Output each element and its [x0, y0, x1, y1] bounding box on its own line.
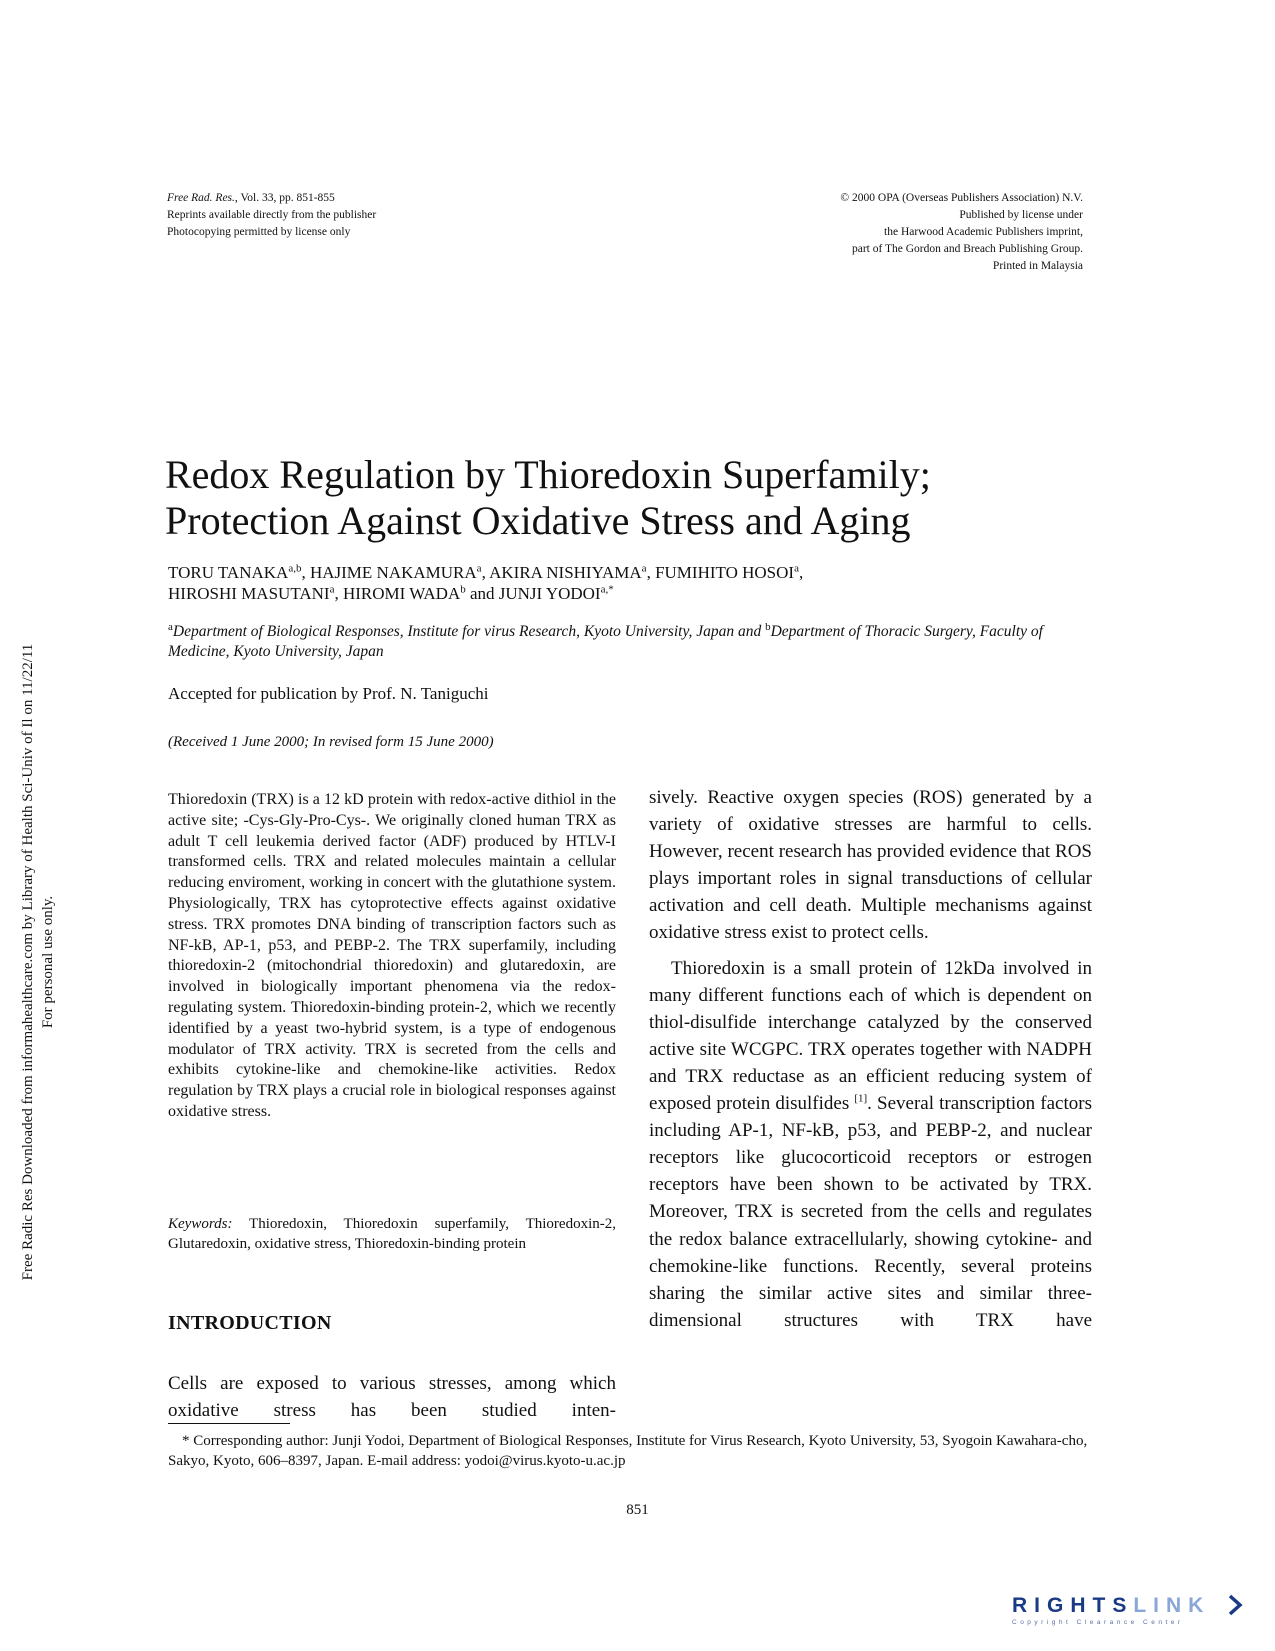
author-name: , FUMIHITO HOSOI: [646, 563, 795, 582]
journal-header-left: [167, 190, 376, 241]
rightslink-tagline: Copyright Clearance Center: [1012, 1619, 1184, 1626]
corresponding-author-footnote: * Corresponding author: Junji Yodoi, Department of Biological Responses, Institute for Virus Research, Kyoto University, 53, Syogoin Kawahara-cho, Sakyo, Kyoto, 606–8397, Japan. E-mail address: yodoi@virus.kyoto-u.ac.jp: [168, 1433, 1088, 1469]
journal-name: Free Rad. Res.: [167, 192, 235, 204]
copyright-line: © 2000 OPA (Overseas Publishers Association) N.V.: [840, 192, 1083, 204]
author-affil-sup: a: [476, 562, 482, 575]
author-name: , HIROMI WADA: [334, 584, 461, 603]
author-line2: [168, 583, 803, 604]
section-heading-introduction: INTRODUCTION: [168, 1312, 332, 1334]
imprint-line: the Harwood Academic Publishers imprint,: [884, 226, 1083, 238]
author-line1: [168, 562, 803, 583]
author-name: , HAJIME NAKAMURA: [301, 563, 477, 582]
printed-line: Printed in Malaysia: [992, 260, 1083, 272]
article-title-line1: Redox Regulation by Thioredoxin Superfamily;: [165, 452, 931, 497]
author-affil-sup: a: [329, 583, 335, 596]
download-watermark-line1: Free Radic Res Downloaded from informahealthcare.com by Library of Health Sci-Univ of Il on 11/22/11: [20, 643, 36, 1281]
author-affil-sup: a,b: [288, 562, 302, 575]
affiliation: [168, 622, 1108, 662]
intro-paragraph-left: Cells are exposed to various stresses, among which oxidative stress has been studied inten-: [168, 1373, 616, 1421]
author-name: HIROSHI MASUTANI: [168, 584, 330, 603]
rightslink-wordmark: [1012, 1594, 1248, 1618]
reprints-note: Reprints available directly from the publisher: [167, 209, 377, 221]
author-name: and JUNJI YODOI: [465, 584, 601, 603]
journal-volume: , Vol. 33, pp. 851-855: [234, 192, 335, 204]
received-dates: (Received 1 June 2000; In revised form 15 June 2000): [168, 734, 494, 750]
rightslink-arrow-icon: [1226, 1594, 1248, 1616]
article-title: [165, 452, 931, 544]
photocopying-note: Photocopying permitted by license only: [167, 226, 351, 238]
author-affil-sup: a,*: [600, 583, 614, 596]
author-list: [168, 562, 803, 604]
affiliation-sup-b: b: [765, 620, 771, 633]
author-affil-sup: a: [794, 562, 799, 575]
keywords-label: Keywords:: [168, 1216, 233, 1232]
rightslink-word-rights: RIGHTS: [1012, 1594, 1134, 1617]
right-column: [649, 784, 1092, 1334]
article-title-line2: Protection Against Oxidative Stress and Aging: [165, 498, 911, 543]
page-number: 851: [626, 1502, 649, 1518]
group-line: part of The Gordon and Breach Publishing Group.: [851, 243, 1083, 255]
rightslink-logo: [1012, 1594, 1248, 1628]
author-affil-sup: b: [460, 583, 466, 596]
affiliation-sup-a: a: [168, 620, 173, 633]
license-line: Published by license under: [959, 209, 1083, 221]
accepted-note: Accepted for publication by Prof. N. Taniguchi: [168, 684, 489, 703]
journal-citation: [167, 190, 376, 207]
author-name: TORU TANAKA: [168, 563, 289, 582]
abstract: Thioredoxin (TRX) is a 12 kD protein with redox-active dithiol in the active site; -Cys-Gly-Pro-Cys-. We originally cloned human TRX as adult T cell leukemia derived factor (ADF) produced by HTLV-I transformed cells. TRX and related molecules maintain a cellular reducing enviroment, working in concert with the glutathione system. Physiologically, TRX has cytoprotective effects against oxidative stress. TRX promotes DNA binding of transcription factors such as NF-kB, AP-1, p53, and PEBP-2. The TRX superfamily, including thioredoxin-2 (mitochondrial thioredoxin) and glutaredoxin, are involved in biologically important phenomena via the redox-regulating system. Thioredoxin-binding protein-2, which we recently identified by a yeast two-hybrid system, is a type of endogenous modulator of TRX activity. TRX is secreted from the cells and exhibits cytokine-like and chemokine-like activities. Redox regulation by TRX plays a crucial role in biological responses against oxidative stress.: [168, 791, 616, 1120]
intro-paragraph-2-text-cont: . Several transcription factors including AP-1, NF-kB, p53, and PEBP-2, and nuclear receptors like glucocorticoid receptors or estrogen receptors have been shown to be activated by TRX. Moreover, TRX is secreted from the cells and regulates the redox balance extracellularly, showing cytokine- and chemokine-like functions. Recently, several proteins sharing the similar active sites and similar three-dimensional structures with TRX have: [649, 1093, 1092, 1331]
rightslink-word-link: LINK: [1133, 1594, 1211, 1617]
affiliation-a: Department of Biological Responses, Institute for virus Research, Kyoto University, Japan and: [172, 623, 766, 640]
intro-paragraph-1: sively. Reactive oxygen species (ROS) generated by a variety of oxidative stresses are harmful to cells. However, recent research has provided evidence that ROS plays important roles in signal transductions of cellular activation and cell death. Multiple mechanisms against oxidative stress exist to protect cells.: [649, 787, 1092, 944]
download-watermark-line2: For personal use only.: [40, 895, 56, 1029]
download-watermark: [18, 462, 78, 1462]
intro-paragraph-2: [649, 955, 1092, 1334]
author-separator: ,: [798, 563, 804, 582]
affiliation-b: Department of Thoracic Surgery, Faculty of Medicine, Kyoto University, Japan: [168, 623, 1043, 660]
author-name: , AKIRA NISHIYAMA: [481, 563, 642, 582]
keywords: [168, 1215, 616, 1254]
intro-paragraph-2-text: Thioredoxin is a small protein of 12kDa involved in many different functions each of which is dependent on thiol-disulfide interchange catalyzed by the conserved active site WCGPC. TRX operates together with NADPH and TRX reductase as an efficient reducing system of exposed protein disulfides: [649, 957, 1092, 1115]
citation-ref: [1]: [854, 1092, 868, 1105]
keywords-text: Thioredoxin, Thioredoxin superfamily, Thioredoxin-2, Glutaredoxin, oxidative stress, Thioredoxin-binding protein: [168, 1216, 616, 1252]
author-affil-sup: a: [641, 562, 647, 575]
publisher-header-right: [840, 190, 1083, 275]
footnote-rule: [168, 1423, 290, 1424]
